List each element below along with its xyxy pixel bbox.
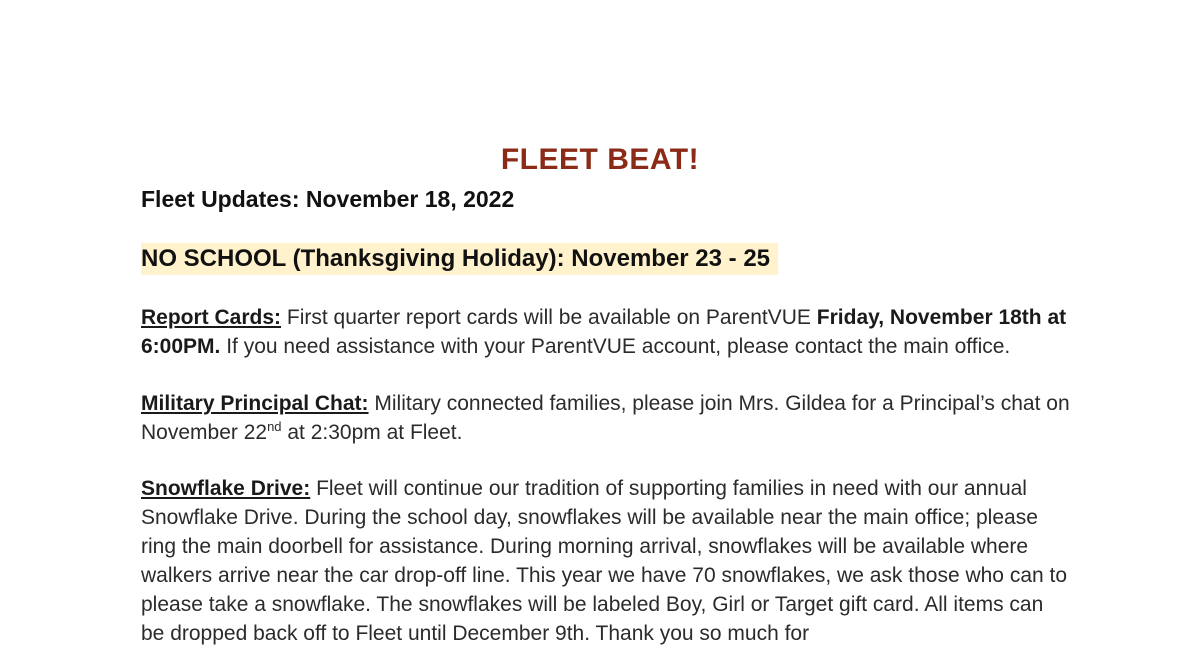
snowflake-drive-paragraph — [141, 474, 1071, 648]
report-cards-text-continued: If you need assistance with your ParentVUE account, please contact the main office. — [220, 335, 1011, 358]
report-cards-paragraph — [141, 303, 1071, 361]
report-cards-date: Friday, November 18th at 6:00PM. — [141, 306, 1067, 358]
report-cards-text: First quarter report cards will be available on ParentVUE — [281, 306, 817, 329]
snowflake-drive-text: Fleet will continue our tradition of supporting families in need with our annual Snowflake Drive. During the school day, snowflakes will be available near the main office; please ring the main doorbell for assistance. During morning arrival, snowflakes will be available where walkers arrive near the car drop-off line. This year we have 70 snowflakes, we ask those who can to please take a snowflake. The snowflakes will be labeled Boy, Girl or Target gift card. All items can be dropped back off to Fleet until December 9th. Thank you so much for — [141, 477, 1068, 645]
military-chat-paragraph — [141, 389, 1071, 447]
updates-heading: Fleet Updates: November 18, 2022 — [141, 186, 515, 212]
military-chat-text: Military connected families, please join Mrs. Gildea for a Principal’s chat on November 22 — [141, 392, 1070, 444]
military-chat-label: Military Principal Chat: — [141, 392, 369, 415]
no-school-banner: NO SCHOOL (Thanksgiving Holiday): November 23 - 25 — [141, 243, 778, 275]
military-chat-ordinal: nd — [267, 419, 282, 434]
snowflake-drive-label: Snowflake Drive: — [141, 477, 311, 500]
military-chat-text-continued: at 2:30pm at Fleet. — [281, 421, 463, 444]
report-cards-label: Report Cards: — [141, 306, 282, 329]
newsletter-title: FLEET BEAT! — [500, 143, 700, 176]
